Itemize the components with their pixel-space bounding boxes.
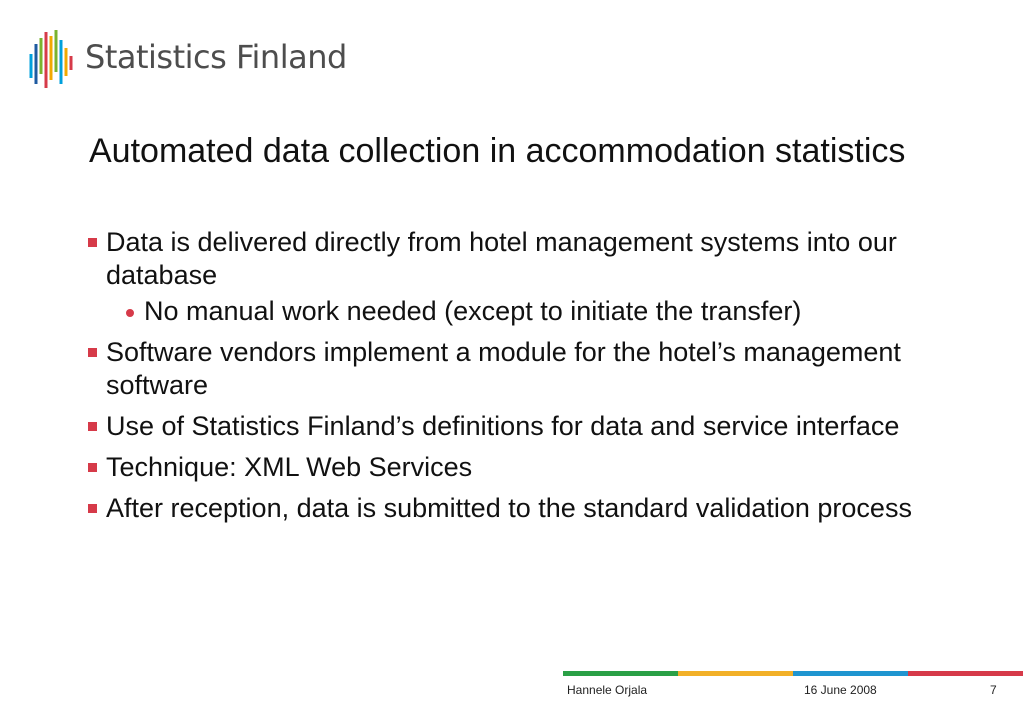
slide-title: Automated data collection in accommodation statistics xyxy=(89,132,906,170)
logo-wordmark: Statistics Finland xyxy=(85,38,347,76)
logo-bars-icon xyxy=(28,28,78,92)
round-bullet-icon xyxy=(126,309,134,317)
sub-bullet-text: No manual work needed (except to initiate the transfer) xyxy=(144,296,802,326)
square-bullet-icon xyxy=(88,504,97,513)
sub-bullet-item xyxy=(86,295,956,328)
square-bullet-icon xyxy=(88,463,97,472)
bullet-item xyxy=(86,410,956,443)
footer-date: 16 June 2008 xyxy=(804,683,877,697)
bullet-item xyxy=(86,336,956,402)
statistics-finland-logo xyxy=(28,28,358,92)
square-bullet-icon xyxy=(88,348,97,357)
bullet-text: Data is delivered directly from hotel management systems into our database xyxy=(106,227,897,290)
bullet-text: Use of Statistics Finland’s definitions for data and service interface xyxy=(106,411,900,441)
bullet-item xyxy=(86,226,956,328)
bullet-item xyxy=(86,451,956,484)
bullet-text: Technique: XML Web Services xyxy=(106,452,473,482)
footer-bar-blue xyxy=(793,671,908,676)
footer-bar-yellow xyxy=(678,671,793,676)
bullet-text: Software vendors implement a module for the hotel’s management software xyxy=(106,337,901,400)
square-bullet-icon xyxy=(88,422,97,431)
footer-bar-red xyxy=(908,671,1023,676)
footer-color-bar xyxy=(563,671,1023,676)
bullet-item xyxy=(86,492,956,525)
square-bullet-icon xyxy=(88,238,97,247)
footer-bar-green xyxy=(563,671,678,676)
bullet-list xyxy=(86,226,956,533)
footer-author: Hannele Orjala xyxy=(567,683,648,697)
bullet-text: After reception, data is submitted to the standard validation process xyxy=(106,493,912,523)
footer-page-number: 7 xyxy=(990,683,997,697)
